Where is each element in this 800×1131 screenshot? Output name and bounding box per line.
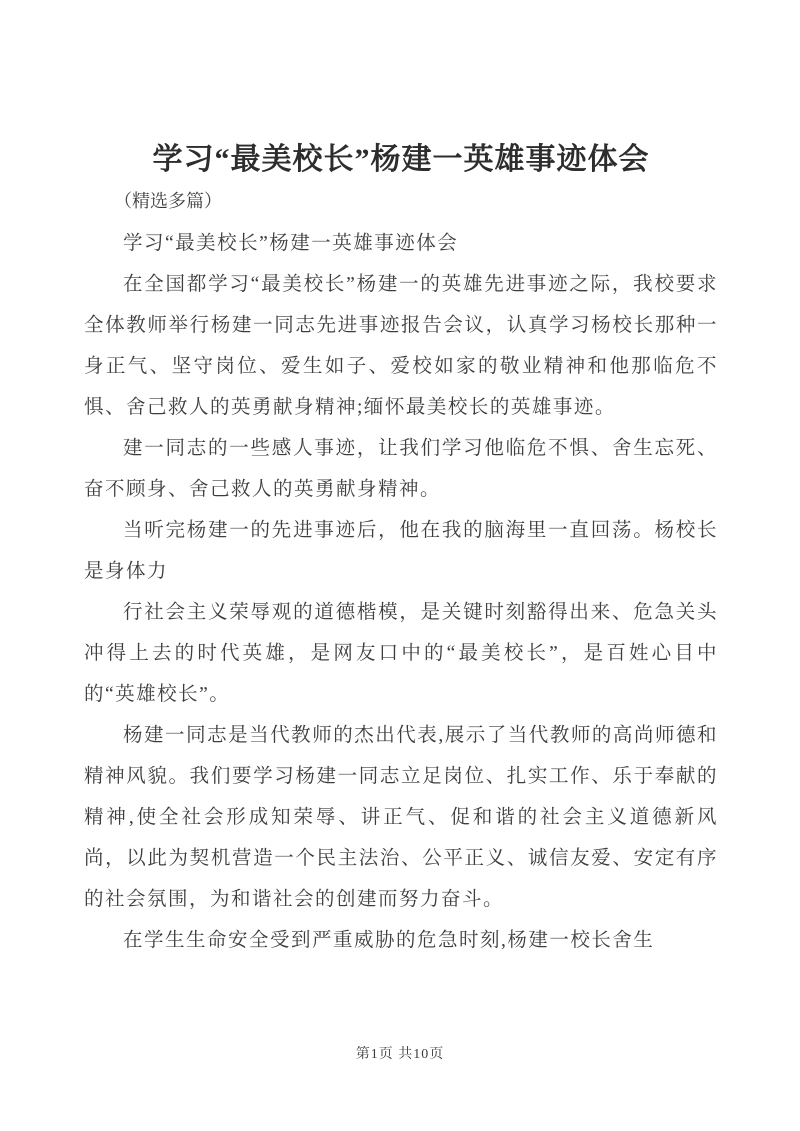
document-content: [84, 140, 718, 961]
paragraph: 杨建一同志是当代教师的杰出代表,展示了当代教师的高尚师德和精神风貌。我们要学习杨建一同志立足岗位、扎实工作、乐于奉献的精神,使全社会形成知荣辱、讲正气、促和谐的社会主义道德新风尚，以此为契机营造一个民主法治、公平正义、诚信友爱、安定有序的社会氛围，为和谐社会的创建而努力奋斗。: [84, 725, 718, 911]
paragraph: 当听完杨建一的先进事迹后，他在我的脑海里一直回荡。杨校长是身体力: [84, 520, 718, 583]
paragraph: 在学生生命安全受到严重威胁的危急时刻,杨建一校长舍生: [123, 930, 655, 952]
document-title: 学习“最美校长”杨建一英雄事迹体会: [152, 143, 650, 176]
paragraph: 建一同志的一些感人事迹，让我们学习他临危不惧、舍生忘死、奋不顾身、舍己救人的英勇献身精神。: [84, 438, 718, 501]
paragraph: 学习“最美校长”杨建一英雄事迹体会: [123, 233, 459, 255]
page-number-footer: 第1页 共10页: [355, 1047, 445, 1062]
paragraph: 在全国都学习“最美校长”杨建一的英雄先进事迹之际，我校要求全体教师举行杨建一同志先进事迹报告会议，认真学习杨校长那种一身正气、坚守岗位、爱生如子、爱校如家的敬业精神和他那临危不惧、舍己救人的英勇献身精神;缅怀最美校长的英雄事迹。: [84, 274, 718, 419]
document-subtitle: （精选多篇）: [114, 190, 222, 211]
paragraph: 行社会主义荣辱观的道德楷模，是关键时刻豁得出来、危急关头冲得上去的时代英雄，是网友口中的“最美校长”，是百姓心目中的“英雄校长”。: [84, 602, 718, 706]
